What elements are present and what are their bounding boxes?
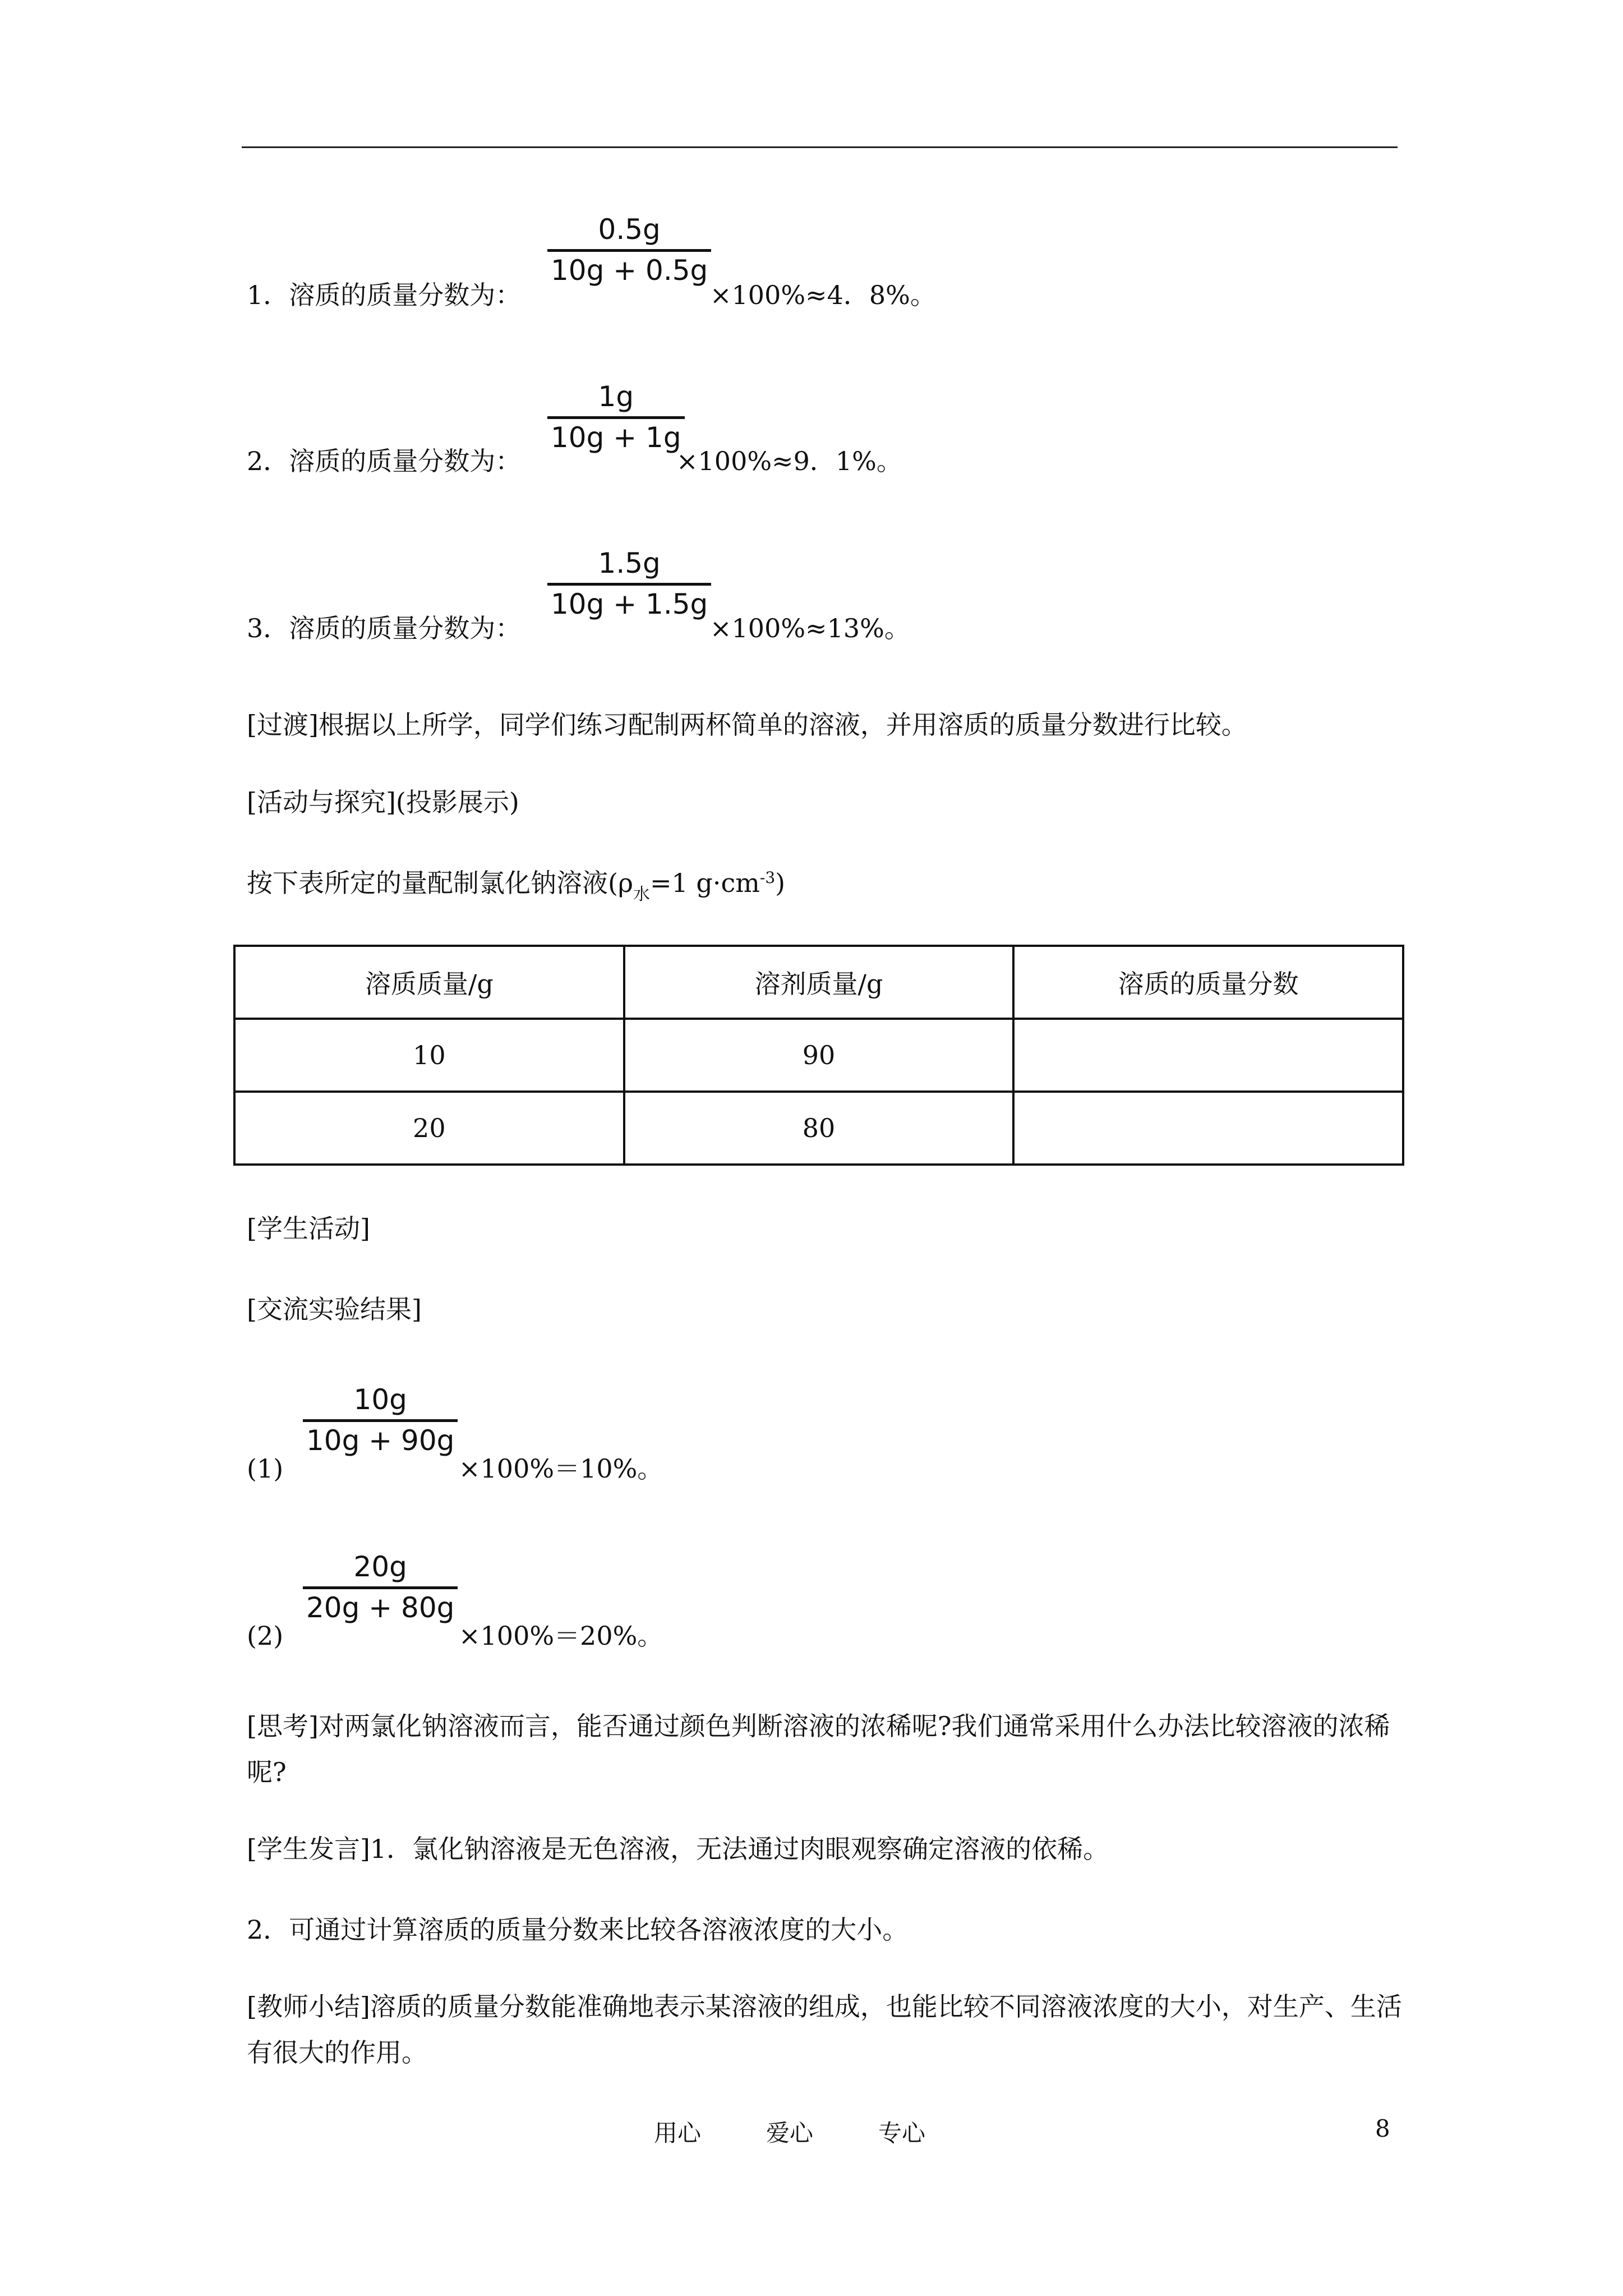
table-row <box>234 1019 1403 1092</box>
item-3-suffix: ×100%≈13%。 <box>710 613 910 643</box>
fraction-3 <box>547 547 711 620</box>
table-row <box>234 1092 1403 1165</box>
instruction-text <box>247 866 785 904</box>
footer-word-1: 用心 <box>654 2119 702 2147</box>
fraction-numerator: 10g <box>353 1383 407 1416</box>
item-3-prefix: 3．溶质的质量分数为： <box>247 613 522 643</box>
fraction-denominator: 10g + 0.5g <box>551 254 708 287</box>
fraction-numerator: 1g <box>598 380 634 413</box>
fraction-denominator: 10g + 1.5g <box>551 588 708 620</box>
instruction-value: =1 g·cm <box>650 868 760 898</box>
table-header: 溶剂质量/g <box>624 946 1014 1019</box>
result-1-suffix: ×100%＝10%。 <box>459 1453 663 1484</box>
table-header: 溶质质量/g <box>234 946 624 1019</box>
item-1-suffix: ×100%≈4．8%。 <box>710 280 936 310</box>
footer-word-2: 爱心 <box>766 2119 814 2147</box>
table-cell: 80 <box>624 1092 1014 1165</box>
teacher-summary: [教师小结]溶质的质量分数能准确地表示某溶液的组成，也能比较不同溶液浓度的大小，对生产、生活有很大的作用。 <box>247 1991 1402 2068</box>
fraction-bar <box>547 416 685 419</box>
activity-heading: [活动与探究](投影展示) <box>247 787 519 817</box>
fraction-4 <box>303 1383 458 1457</box>
instruction-subscript: 水 <box>633 885 650 904</box>
result-1-prefix: (1) <box>247 1453 284 1484</box>
item-2-prefix: 2．溶质的质量分数为： <box>247 446 522 476</box>
student-activity-heading: [学生活动] <box>247 1213 370 1244</box>
instruction-close: ) <box>775 868 786 898</box>
exchange-heading: [交流实验结果] <box>247 1294 422 1324</box>
fraction-denominator: 10g + 90g <box>306 1424 455 1457</box>
footer-word-3: 专心 <box>878 2119 926 2147</box>
table-cell: 20 <box>234 1092 624 1165</box>
table-header: 溶质的质量分数 <box>1013 946 1403 1019</box>
solution-table <box>233 945 1404 1166</box>
table-cell <box>1013 1019 1403 1092</box>
fraction-numerator: 20g <box>353 1550 407 1583</box>
table-cell: 90 <box>624 1019 1014 1092</box>
header-rule <box>242 146 1398 148</box>
instruction-main: 按下表所定的量配制氯化钠溶液(ρ <box>247 868 633 898</box>
transition-text: [过渡]根据以上所学，同学们练习配制两杯简单的溶液，并用溶质的质量分数进行比较。 <box>247 710 1247 740</box>
student-speech-1: [学生发言]1．氯化钠溶液是无色溶液，无法通过肉眼观察确定溶液的依稀。 <box>247 1834 1109 1864</box>
table-cell: 10 <box>234 1019 624 1092</box>
fraction-5 <box>303 1550 458 1624</box>
fraction-bar <box>547 249 711 252</box>
fraction-1 <box>547 213 711 287</box>
think-paragraph: [思考]对两氯化钠溶液而言，能否通过颜色判断溶液的浓稀呢?我们通常采用什么办法比较溶液的浓稀呢? <box>247 1711 1390 1787</box>
result-2-prefix: (2) <box>247 1621 284 1651</box>
fraction-bar <box>303 1586 458 1589</box>
result-2-suffix: ×100%＝20%。 <box>459 1621 663 1651</box>
table-header-row <box>234 946 1403 1019</box>
student-speech-2: 2．可通过计算溶质的质量分数来比较各溶液浓度的大小。 <box>247 1915 909 1945</box>
instruction-superscript: -3 <box>759 868 776 887</box>
fraction-bar <box>547 583 711 586</box>
fraction-denominator: 20g + 80g <box>306 1591 455 1624</box>
fraction-denominator: 10g + 1g <box>551 421 681 454</box>
fraction-bar <box>303 1419 458 1422</box>
item-2-suffix: ×100%≈9．1%。 <box>676 446 902 476</box>
table-cell <box>1013 1092 1403 1165</box>
page-number: 8 <box>1375 2115 1390 2142</box>
fraction-numerator: 1.5g <box>598 547 661 579</box>
fraction-numerator: 0.5g <box>598 213 661 246</box>
item-1-prefix: 1．溶质的质量分数为： <box>247 280 522 310</box>
fraction-2 <box>547 380 685 454</box>
